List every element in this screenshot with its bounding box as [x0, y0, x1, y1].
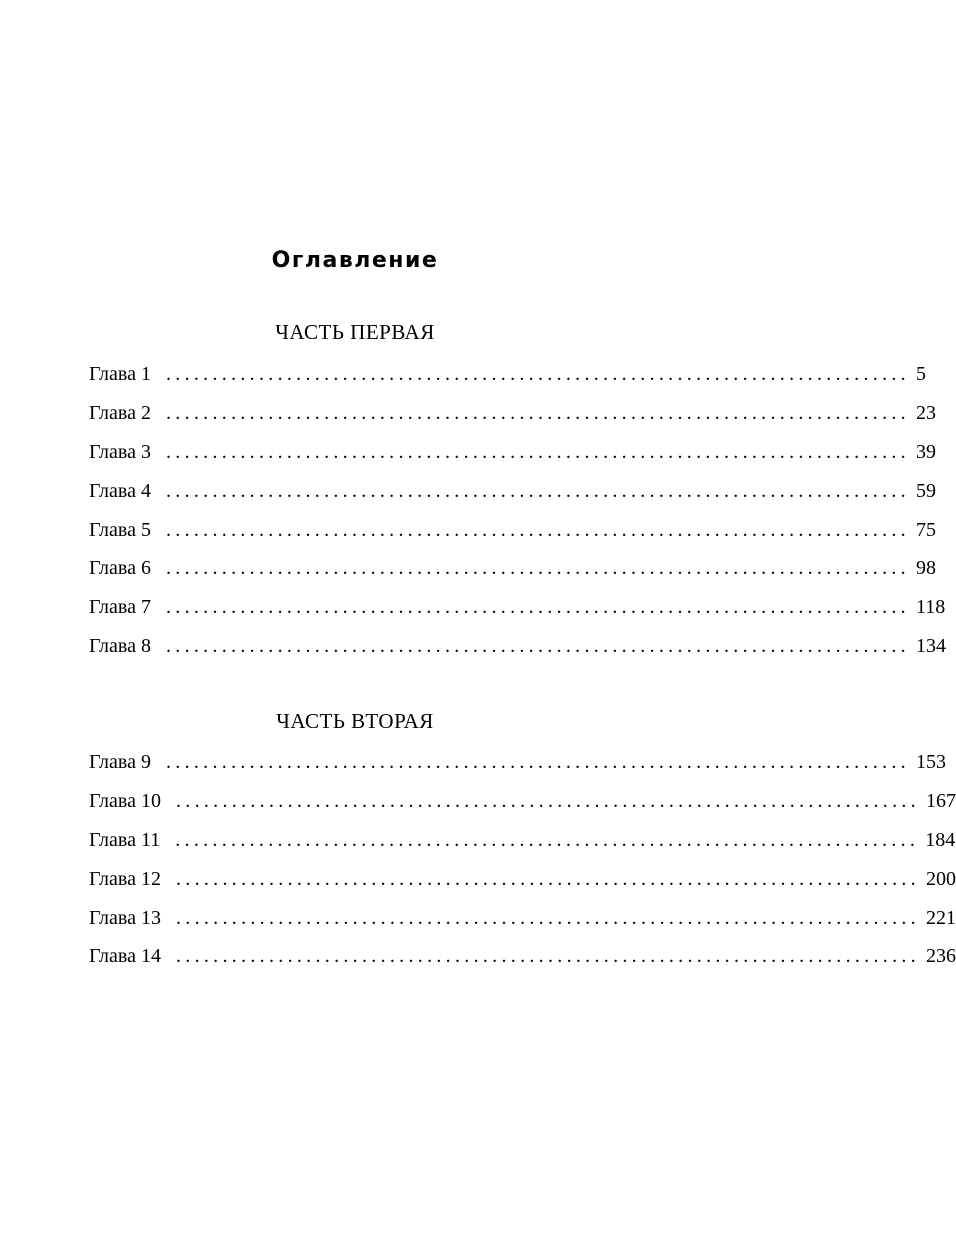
toc-entry [89, 632, 946, 671]
page-number: 118 [915, 596, 946, 619]
page-number: 59 [915, 479, 936, 502]
dot-leader: ................................................................................ [165, 363, 910, 385]
dot-leader: ................................................................................ [175, 828, 920, 851]
dot-leader: ................................................................................ [165, 518, 910, 541]
toc-entry [89, 438, 936, 477]
chapter-label: Глава 4 [89, 479, 151, 502]
page-number: 167 [925, 789, 956, 812]
chapter-label: Глава 14 [89, 945, 161, 968]
dot-leader: ................................................................................ [165, 751, 910, 773]
chapter-label: Глава 9 [89, 751, 151, 773]
chapter-label: Глава 13 [89, 906, 161, 929]
page-number: 184 [925, 828, 956, 851]
dot-leader: ................................................................................ [165, 635, 910, 658]
toc-entry [89, 787, 956, 826]
chapter-label: Глава 11 [89, 828, 161, 851]
toc-entry [89, 865, 956, 904]
dot-leader: ................................................................................ [175, 906, 920, 929]
dot-leader: ................................................................................ [165, 479, 910, 502]
page-number: 39 [915, 440, 936, 463]
chapter-label: Глава 8 [89, 635, 151, 658]
page-number: 98 [915, 557, 936, 580]
chapter-label: Глава 3 [89, 440, 151, 463]
dot-leader: ................................................................................ [165, 401, 910, 424]
page-number: 75 [915, 518, 936, 541]
page-number: 236 [925, 945, 956, 968]
toc-entry [89, 360, 926, 399]
toc-entry [89, 477, 936, 516]
dot-leader: ................................................................................ [165, 557, 910, 580]
dot-leader: ................................................................................ [175, 789, 920, 812]
chapter-label: Глава 12 [89, 867, 161, 890]
toc-entry [89, 554, 936, 593]
part-heading: ЧАСТЬ ВТОРАЯ [276, 709, 434, 733]
page-number: 153 [915, 751, 946, 773]
toc-entry [89, 942, 956, 981]
chapter-label: Глава 10 [89, 789, 161, 812]
chapter-label: Глава 2 [89, 401, 151, 424]
page-number: 200 [925, 867, 956, 890]
toc-entry [89, 516, 936, 555]
toc-list [89, 748, 956, 981]
page-number: 221 [925, 906, 956, 929]
page-title: Оглавление [271, 248, 439, 273]
dot-leader: ................................................................................ [175, 945, 920, 968]
page-number: 134 [915, 635, 946, 658]
dot-leader: ................................................................................ [165, 440, 910, 463]
chapter-label: Глава 6 [89, 557, 151, 580]
chapter-label: Глава 1 [89, 363, 151, 385]
toc-entry [89, 904, 956, 943]
part-heading: ЧАСТЬ ПЕРВАЯ [275, 320, 435, 344]
toc-entry [89, 748, 946, 787]
dot-leader: ................................................................................ [165, 596, 910, 619]
toc-list [89, 360, 946, 671]
page-number: 23 [915, 401, 936, 424]
chapter-label: Глава 5 [89, 518, 151, 541]
dot-leader: ................................................................................ [175, 867, 920, 890]
toc-entry [89, 593, 946, 632]
toc-entry [89, 826, 956, 865]
toc-entry [89, 399, 936, 438]
chapter-label: Глава 7 [89, 596, 151, 619]
page-number: 5 [915, 363, 926, 385]
